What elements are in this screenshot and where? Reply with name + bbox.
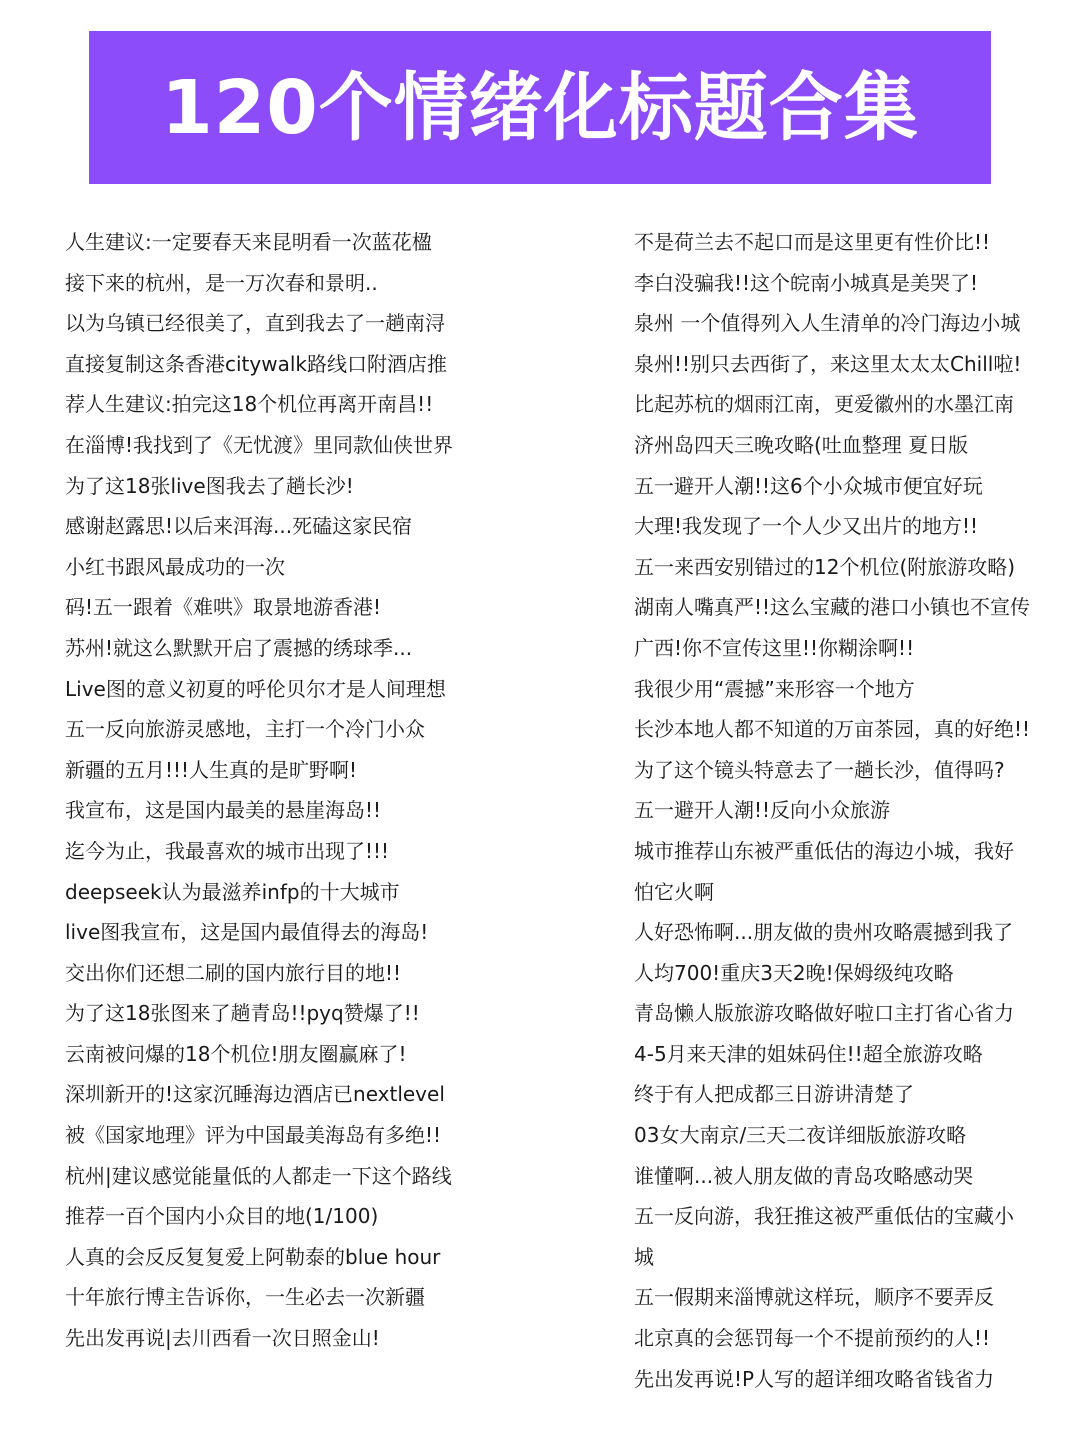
list-item: 我宣布，这是国内最美的悬崖海岛!! — [65, 798, 382, 823]
list-item: deepseek认为最滋养infp的十大城市 — [65, 879, 400, 904]
list-item: 为了这18张图来了趟青岛!!pyq赞爆了!! — [65, 1001, 420, 1026]
page-title: 120个情绪化标题合集 — [161, 64, 919, 151]
left-title-list — [65, 222, 505, 1359]
list-item: 人好恐怖啊...朋友做的贵州攻略震撼到我了 — [634, 920, 1014, 945]
list-item: 广西!你不宣传这里!!你糊涂啊!! — [634, 635, 915, 660]
right-title-list — [634, 222, 1046, 1399]
list-item: 云南被问爆的18个机位!朋友圈赢麻了! — [65, 1041, 407, 1066]
list-item: 人真的会反反复复爱上阿勒泰的blue hour — [65, 1244, 441, 1269]
list-item: 接下来的杭州，是一万次春和景明.. — [65, 270, 378, 295]
list-item: 人生建议:一定要春天来昆明看一次蓝花楹 — [65, 230, 432, 254]
list-item: 直接复制这条香港citywalk路线口附酒店推 — [65, 351, 447, 376]
list-item: 五一来西安别错过的12个机位(附旅游攻略) — [634, 554, 1016, 579]
list-item: 在淄博!我找到了《无忧渡》里同款仙侠世界 — [65, 432, 454, 457]
list-item: 城 — [634, 1244, 654, 1269]
list-item: 深圳新开的!这家沉睡海边酒店已nextlevel — [65, 1082, 445, 1107]
list-item: 以为乌镇已经很美了，直到我去了一趟南浔 — [65, 311, 445, 336]
list-item: 湖南人嘴真严!!这么宝藏的港口小镇也不宣传 — [634, 595, 1031, 620]
list-item: 五一反向旅游灵感地，主打一个冷门小众 — [65, 717, 425, 742]
list-item: 怕它火啊 — [634, 879, 714, 904]
list-item: 迄今为止，我最喜欢的城市出现了!!! — [65, 838, 390, 863]
list-item: 03女大南京/三天二夜详细版旅游攻略 — [634, 1123, 967, 1148]
list-item: 小红书跟风最成功的一次 — [65, 554, 285, 579]
list-item: 大理!我发现了一个人少又出片的地方!! — [634, 514, 979, 539]
list-item: 不是荷兰去不起口而是这里更有性价比!! — [634, 230, 991, 254]
list-item: 李白没骗我!!这个皖南小城真是美哭了! — [634, 270, 979, 295]
list-item: Live图的意义初夏的呼伦贝尔才是人间理想 — [65, 676, 446, 701]
list-item: 4-5月来天津的姐妹码住!!超全旅游攻略 — [634, 1041, 983, 1066]
list-item: 泉州!!别只去西街了，来这里太太太Chill啦! — [634, 351, 1022, 376]
list-item: 苏州!就这么默默开启了震撼的绣球季... — [65, 635, 413, 660]
list-item: 为了这18张live图我去了趟长沙! — [65, 473, 354, 498]
list-item: 我很少用“震撼”来形容一个地方 — [634, 676, 915, 701]
list-item: 为了这个镜头特意去了一趟长沙，值得吗? — [634, 757, 1005, 782]
list-item: 比起苏杭的烟雨江南，更爱徽州的水墨江南 — [634, 392, 1014, 417]
list-item: live图我宣布，这是国内最值得去的海岛! — [65, 920, 429, 945]
list-item: 交出你们还想二刷的国内旅行目的地!! — [65, 960, 402, 985]
list-item: 被《国家地理》评为中国最美海岛有多绝!! — [65, 1123, 442, 1148]
title-banner — [89, 31, 991, 184]
list-item: 济州岛四天三晚攻略(吐血整理 夏日版 — [634, 432, 969, 457]
list-item: 杭州|建议感觉能量低的人都走一下这个路线 — [65, 1163, 452, 1188]
list-item: 城市推荐山东被严重低估的海边小城，我好 — [634, 838, 1014, 863]
list-item: 长沙本地人都不知道的万亩茶园，真的好绝!! — [634, 717, 1031, 742]
list-item: 推荐一百个国内小众目的地(1/100) — [65, 1204, 379, 1229]
list-item: 泉州 一个值得列入人生清单的冷门海边小城 — [634, 311, 1021, 336]
list-item: 终于有人把成都三日游讲清楚了 — [634, 1082, 914, 1107]
list-item: 荐人生建议:拍完这18个机位再离开南昌!! — [65, 392, 434, 417]
list-item: 青岛懒人版旅游攻略做好啦口主打省心省力 — [634, 1001, 1014, 1026]
list-item: 十年旅行博主告诉你，一生必去一次新疆 — [65, 1285, 425, 1310]
list-item: 五一假期来淄博就这样玩，顺序不要弄反 — [634, 1285, 994, 1310]
list-item: 感谢赵露思!以后来洱海...死磕这家民宿 — [65, 514, 413, 539]
list-item: 五一避开人潮!!反向小众旅游 — [634, 798, 891, 823]
list-item: 码!五一跟着《难哄》取景地游香港! — [65, 595, 382, 620]
list-item: 先出发再说|去川西看一次日照金山! — [65, 1326, 380, 1351]
list-item: 北京真的会惩罚每一个不提前预约的人!! — [634, 1326, 991, 1351]
list-item: 新疆的五月!!!人生真的是旷野啊! — [65, 757, 358, 782]
list-item: 先出发再说!P人写的超详细攻略省钱省力 — [634, 1366, 995, 1391]
list-item: 人均700!重庆3天2晚!保姆级纯攻略 — [634, 960, 954, 985]
list-item: 五一反向游，我狂推这被严重低估的宝藏小 — [634, 1204, 1014, 1229]
list-item: 五一避开人潮!!这6个小众城市便宜好玩 — [634, 473, 983, 498]
list-item: 谁懂啊...被人朋友做的青岛攻略感动哭 — [634, 1163, 974, 1188]
